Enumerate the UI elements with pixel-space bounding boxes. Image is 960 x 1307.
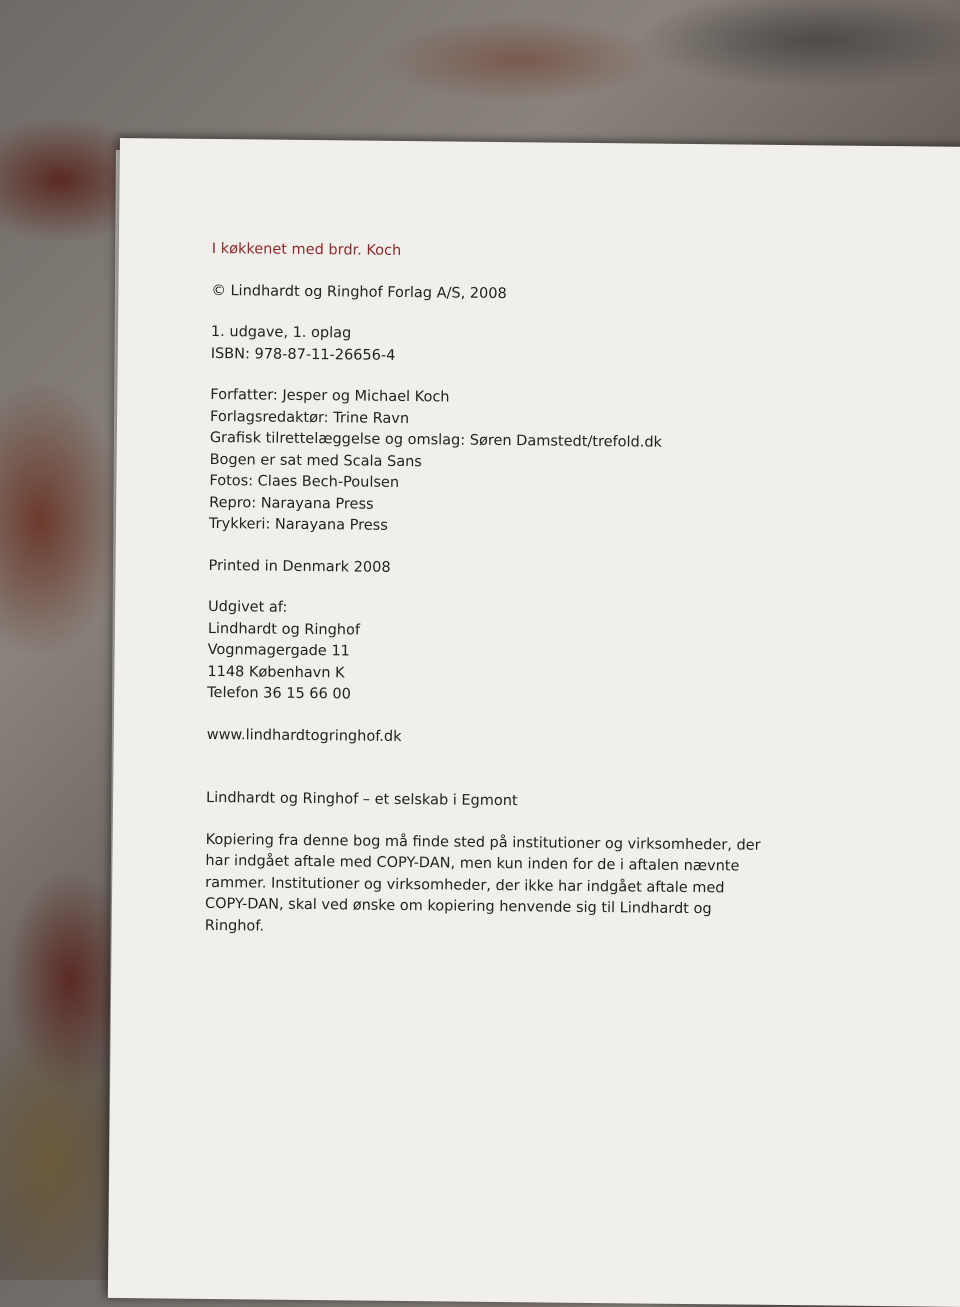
book-page xyxy=(108,138,960,1307)
credit-editor: Forlagsredaktør: Trine Ravn xyxy=(210,408,410,427)
publisher-street: Vognmagergade 11 xyxy=(207,641,350,660)
copyright-line: © Lindhardt og Ringhof Forlag A/S, 2008 xyxy=(211,282,507,302)
copy-notice-line: Kopiering fra denne bog må finde sted på institutioner og virksomheder, der xyxy=(205,831,761,854)
edition-line: 1. udgave, 1. oplag xyxy=(210,323,352,342)
copy-notice-line: har indgået aftale med COPY-DAN, men kun inden for de i aftalen nævnte xyxy=(205,852,740,875)
publisher-heading: Udgivet af: xyxy=(208,598,288,616)
colophon xyxy=(205,239,772,943)
publisher-block xyxy=(207,597,768,710)
copy-notice-line: rammer. Institutioner og virksomheder, der ikke har indgået aftale med xyxy=(205,874,725,896)
copy-notice xyxy=(205,829,766,942)
company-note: Lindhardt og Ringhof – et selskab i Egmont xyxy=(206,789,518,810)
credit-repro: Repro: Narayana Press xyxy=(209,494,374,513)
copy-notice-line: Ringhof. xyxy=(204,917,265,935)
isbn-line: ISBN: 978-87-11-26656-4 xyxy=(210,345,396,364)
credit-author: Forfatter: Jesper og Michael Koch xyxy=(210,386,450,406)
credit-typeface: Bogen er sat med Scala Sans xyxy=(209,451,422,470)
copy-notice-line: COPY-DAN, skal ved ønske om kopiering henvende sig til Lindhardt og xyxy=(204,895,712,918)
book-title: I køkkenet med brdr. Koch xyxy=(211,240,402,259)
publisher-phone: Telefon 36 15 66 00 xyxy=(207,684,351,703)
credit-design: Grafisk tilrettelæggelse og omslag: Søren Damstedt/trefold.dk xyxy=(209,429,663,451)
credit-photos: Fotos: Claes Bech-Poulsen xyxy=(209,472,400,491)
publisher-city: 1148 København K xyxy=(207,663,345,681)
publisher-name: Lindhardt og Ringhof xyxy=(207,620,361,639)
credit-printer: Trykkeri: Narayana Press xyxy=(208,515,388,534)
website-line: www.lindhardtogringhof.dk xyxy=(206,726,402,745)
printed-line: Printed in Denmark 2008 xyxy=(208,557,391,576)
credits-block xyxy=(209,385,771,541)
edition-block xyxy=(211,322,771,371)
